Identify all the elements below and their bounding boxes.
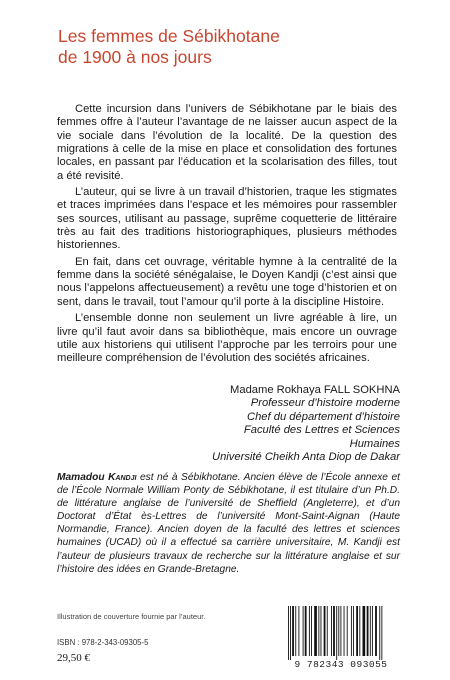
barcode-bar bbox=[344, 606, 345, 656]
barcode-bar bbox=[327, 606, 328, 656]
barcode-bar bbox=[381, 606, 382, 660]
barcode-bar bbox=[309, 606, 310, 656]
price: 29,50 € bbox=[57, 652, 90, 664]
barcode-bar bbox=[292, 606, 294, 656]
barcode-bar bbox=[338, 606, 339, 656]
author-bio-text: est né à Sébikhotane. Ancien élève de l’École annexe et de l’École Normale William Ponty de Sébikhotane, il est titulaire d’un Ph.D. de littérature anglaise de l’université de Sheffield (Angleterre), et d’un Doctorat d’État ès-Lettres de l’université Mont-Saint-Aignan (Haute Normandie, France). Ancien doyen de la faculté des lettres et sciences humaines (UCAD) où il a effectué sa carrière universitaire, M. Kandji est l’auteur de plusieurs travaux de recherche sur la littérature anglaise et sur l’histoire des idées en Grande-Bretagne. bbox=[57, 472, 400, 575]
barcode-bar bbox=[290, 606, 291, 660]
barcode-bars bbox=[278, 604, 404, 660]
book-title bbox=[58, 26, 280, 68]
illustration-credit: Illustration de couverture fournie par l’auteur. bbox=[57, 612, 206, 621]
back-cover-text bbox=[57, 103, 397, 369]
barcode-bar bbox=[321, 606, 322, 656]
barcode-bar bbox=[314, 606, 317, 656]
author-first-name: Mamadou bbox=[57, 472, 105, 483]
barcode-bar bbox=[298, 606, 299, 656]
paragraph: L’ensemble donne non seulement un livre agréable à lire, un livre qu’il faut avoir dans sa bibliothèque, mais encore un ouvrage utile aux historiens qui utilisent l’approche par les terroirs pour une meilleure compréhension de l’évolution des sociétés africaines. bbox=[57, 312, 397, 365]
paragraph: Cette incursion dans l’univers de Sébikhotane par le biais des femmes offre à l’auteur l’avantage de ne laisser aucun aspect de la vie sociale dans l’évolution de la localité. De la question des migrations à celle de la mise en place et consolidation des fortunes locales, en passant par l’éducation et la scolarisation des filles, tout a été revisité. bbox=[57, 103, 397, 182]
author-last-name: Kandji bbox=[108, 472, 137, 483]
barcode-bar bbox=[356, 606, 358, 656]
signatory-title: Université Cheikh Anta Diop de Dakar bbox=[212, 451, 400, 464]
isbn: ISBN : 978-2-343-09305-5 bbox=[57, 638, 149, 647]
barcode-bar bbox=[331, 606, 332, 656]
signatory-title: Chef du département d’histoire bbox=[247, 410, 400, 423]
title-line-2: de 1900 à nos jours bbox=[58, 47, 212, 67]
barcode-bar bbox=[295, 606, 296, 656]
author-name bbox=[57, 472, 136, 483]
barcode-bar bbox=[311, 606, 312, 656]
barcode-bar bbox=[351, 606, 352, 656]
signature-block bbox=[195, 384, 400, 464]
barcode-bar bbox=[318, 606, 319, 656]
barcode-bar bbox=[367, 606, 369, 656]
barcode-bar bbox=[372, 606, 373, 656]
barcode-bar bbox=[303, 606, 304, 656]
title-line-1: Les femmes de Sébikhotane bbox=[58, 26, 280, 46]
barcode bbox=[278, 604, 404, 670]
barcode-bar bbox=[370, 606, 371, 656]
barcode-bar bbox=[375, 606, 377, 656]
barcode-bar bbox=[363, 606, 366, 656]
barcode-bar bbox=[305, 606, 307, 656]
barcode-bar bbox=[324, 606, 326, 656]
author-biography bbox=[57, 471, 400, 576]
paragraph: En fait, dans cet ouvrage, véritable hymne à la centralité de la femme dans la société sénégalaise, le Doyen Kandji (c’est ainsi que nous l’appelons affectueusement) a revêtu une toge d’historien et on sent, dans le travail, tout l’amour qu’il porte à la discipline Histoire. bbox=[57, 255, 397, 308]
barcode-bar bbox=[359, 606, 360, 656]
barcode-bar bbox=[347, 606, 348, 656]
barcode-bar bbox=[336, 606, 337, 660]
paragraph: L’auteur, qui se livre à un travail d’historien, traque les stigmates et traces imprimées dans l’espace et les mémoires pour rassembler ses sources, utilisant au passage, suprême coquetterie de littéraire très au fait des traditions historiographiques, plusieurs méthodes historiennes. bbox=[57, 186, 397, 252]
barcode-bar bbox=[340, 606, 341, 656]
barcode-bar bbox=[379, 606, 380, 660]
barcode-bar bbox=[353, 606, 354, 656]
barcode-bar bbox=[333, 606, 335, 656]
barcode-bar bbox=[288, 606, 289, 660]
signatory-name: Madame Rokhaya FALL SOKHNA bbox=[230, 384, 400, 396]
signatory-title: Professeur d’histoire moderne bbox=[250, 397, 400, 410]
signatory-title: Faculté des Lettres et Sciences Humaines bbox=[243, 424, 400, 450]
barcode-digits: 9 782343 093055 bbox=[294, 659, 388, 670]
